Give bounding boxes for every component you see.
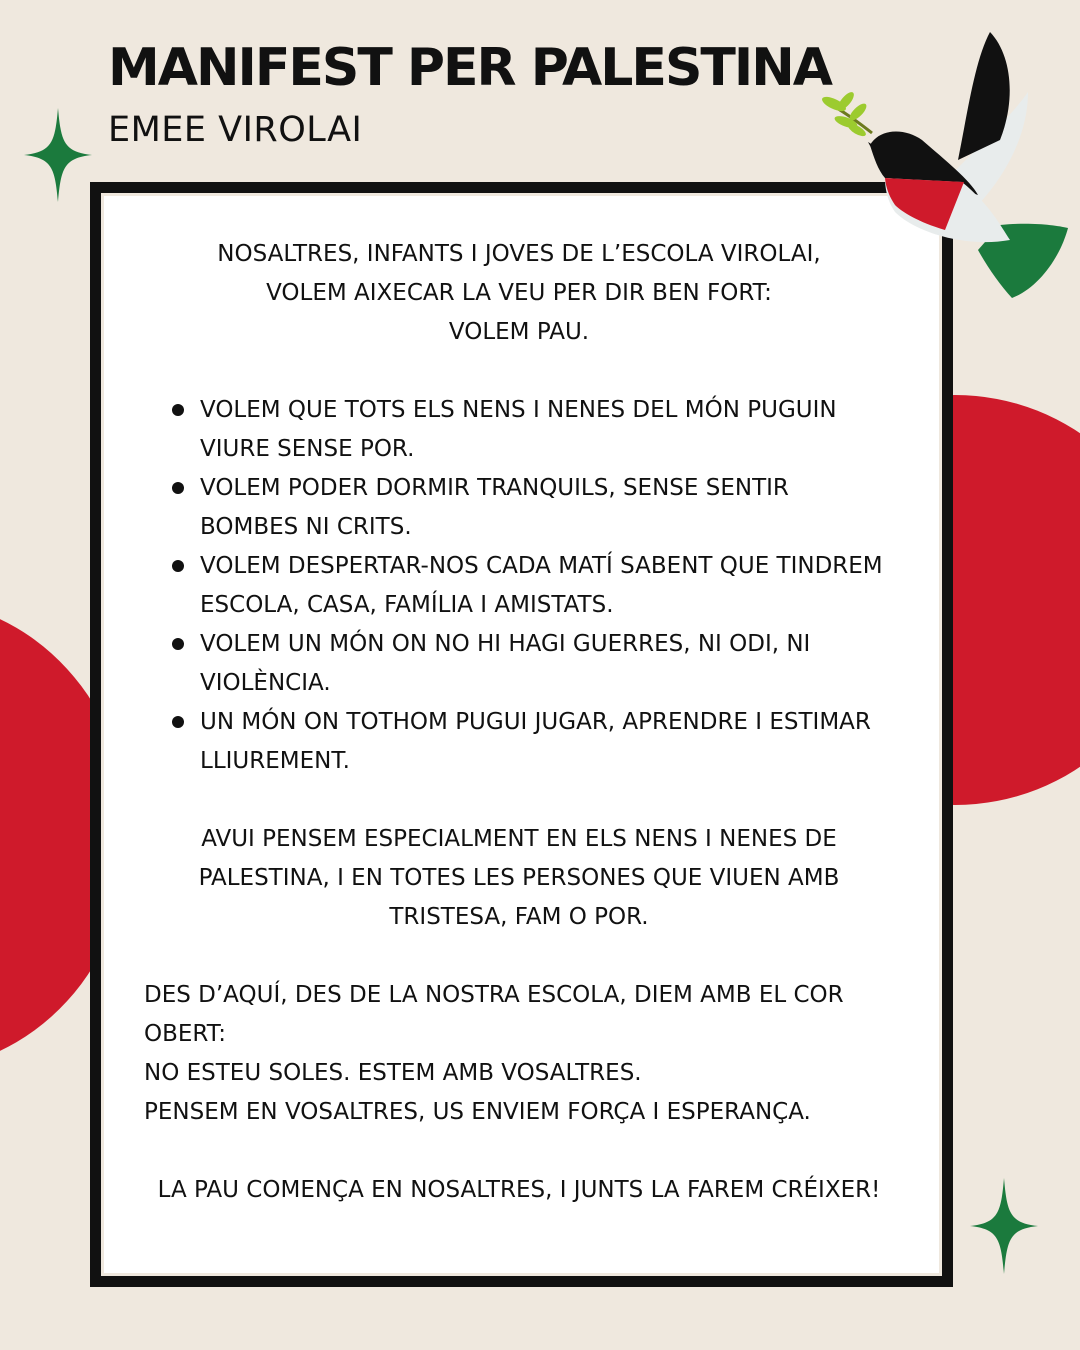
manifesto-thoughts: AVUI PENSEM ESPECIALMENT EN ELS NENS I NENES DE PALESTINA, I EN TOTES LES PERSONES QUE VIUEN AMB TRISTESA, FAM O POR. <box>198 826 840 930</box>
list-item: UN MÓN ON TOTHOM PUGUI JUGAR, APRENDRE I ESTIMAR LLIUREMENT. <box>200 703 894 781</box>
olive-branch-icon <box>820 90 872 139</box>
list-item: VOLEM DESPERTAR-NOS CADA MATÍ SABENT QUE TINDREM ESCOLA, CASA, FAMÍLIA I AMISTATS. <box>200 547 894 625</box>
list-item: VOLEM QUE TOTS ELS NENS I NENES DEL MÓN PUGUIN VIURE SENSE POR. <box>200 391 894 469</box>
manifesto-text <box>144 235 894 1210</box>
manifesto-paper <box>104 196 939 1273</box>
sparkle-icon <box>970 1178 1038 1274</box>
page-subtitle: EMEE VIROLAI <box>108 110 363 150</box>
manifesto-card <box>90 182 953 1287</box>
dove-icon <box>815 28 1075 303</box>
sparkle-icon <box>24 108 92 202</box>
page-title: MANIFEST PER PALESTINA <box>108 38 831 98</box>
manifesto-closing: LA PAU COMENÇA EN NOSALTRES, I JUNTS LA FAREM CRÉIXER! <box>157 1177 881 1203</box>
manifesto-intro: NOSALTRES, INFANTS I JOVES DE L’ESCOLA VIROLAI, VOLEM AIXECAR LA VEU PER DIR BEN FORT: VOLEM PAU. <box>217 241 821 345</box>
wishes-list <box>144 391 894 781</box>
manifesto-message: DES D’AQUÍ, DES DE LA NOSTRA ESCOLA, DIEM AMB EL COR OBERT: NO ESTEU SOLES. ESTEM AMB VOSALTRES. PENSEM EN VOSALTRES, US ENVIEM FORÇA I ESPERANÇA. <box>144 982 844 1125</box>
list-item: VOLEM UN MÓN ON NO HI HAGI GUERRES, NI ODI, NI VIOLÈNCIA. <box>200 625 894 703</box>
list-item: VOLEM PODER DORMIR TRANQUILS, SENSE SENTIR BOMBES NI CRITS. <box>200 469 894 547</box>
